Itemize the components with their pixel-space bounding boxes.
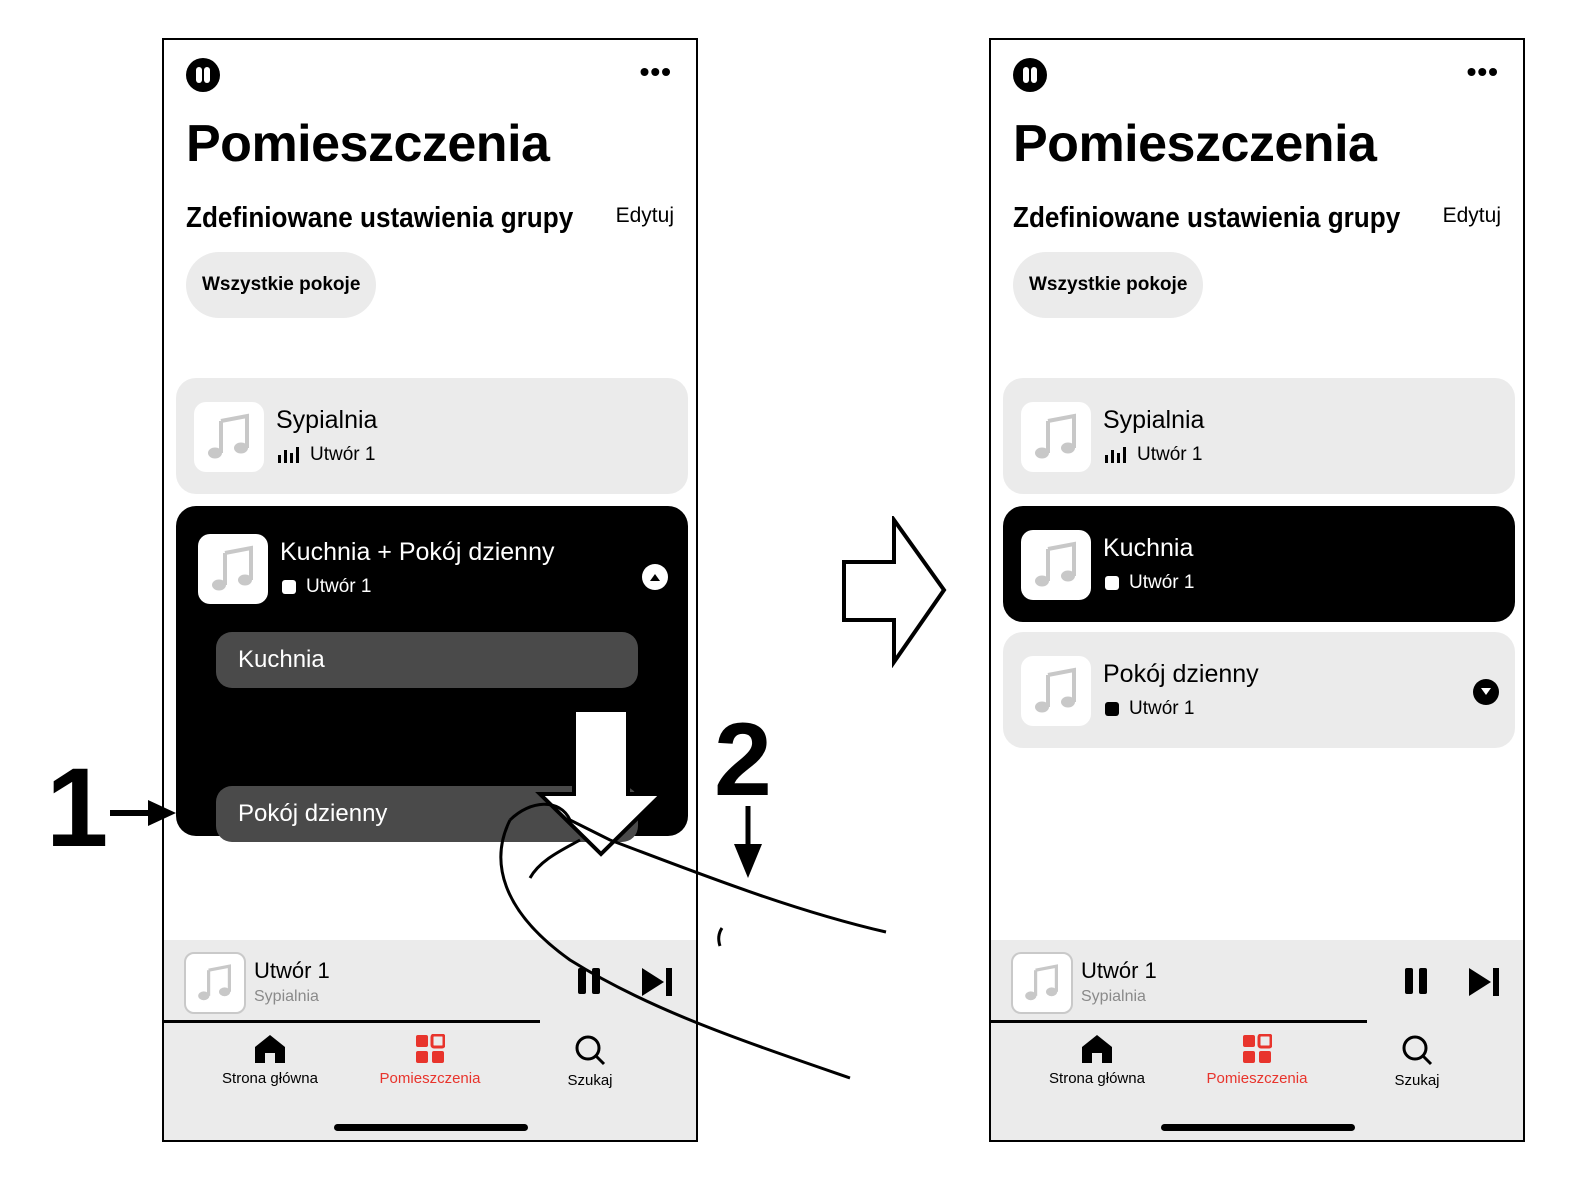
tab-label: Szukaj <box>1394 1072 1440 1089</box>
music-note-icon <box>198 534 268 604</box>
mini-player[interactable] <box>991 940 1523 1024</box>
music-note-icon <box>1011 952 1073 1014</box>
pause-circle-icon[interactable] <box>1013 58 1047 92</box>
skip-next-icon[interactable] <box>1469 966 1503 1003</box>
stop-square-icon <box>1105 576 1119 590</box>
room-track <box>278 444 375 466</box>
track-label: Utwór 1 <box>310 444 376 465</box>
room-card-pokoj-dzienny[interactable] <box>1003 632 1515 748</box>
page-title: Pomieszczenia <box>186 115 550 173</box>
transition-arrow <box>840 516 950 668</box>
music-note-icon <box>1021 656 1091 726</box>
equalizer-icon <box>278 447 300 463</box>
all-rooms-button[interactable]: Wszystkie pokoje <box>186 252 376 318</box>
home-icon <box>1081 1034 1113 1064</box>
music-note-icon <box>1021 530 1091 600</box>
room-card-sypialnia[interactable] <box>1003 378 1515 494</box>
section-title: Zdefiniowane ustawienia grupy <box>1013 202 1401 234</box>
room-track <box>1105 698 1194 720</box>
track-label: Utwór 1 <box>306 576 372 597</box>
all-rooms-button[interactable]: Wszystkie pokoje <box>1013 252 1203 318</box>
edit-button[interactable]: Edytuj <box>1442 204 1501 227</box>
tab-home[interactable] <box>190 1034 350 1087</box>
track-label: Utwór 1 <box>1129 698 1195 719</box>
room-card-kuchnia[interactable] <box>1003 506 1515 622</box>
section-title: Zdefiniowane ustawienia grupy <box>186 202 574 234</box>
home-icon <box>254 1034 286 1064</box>
chevron-down-icon[interactable] <box>1473 679 1499 705</box>
room-track <box>1105 444 1202 466</box>
home-indicator <box>1161 1124 1355 1131</box>
finger-illustration <box>490 800 890 1090</box>
rooms-icon <box>415 1034 445 1064</box>
step-2-arrow <box>730 804 766 880</box>
room-name: Kuchnia + Pokój dzienny <box>280 538 555 566</box>
tab-rooms[interactable] <box>1177 1034 1337 1087</box>
edit-button[interactable]: Edytuj <box>615 204 674 227</box>
group-member-kuchnia[interactable]: Kuchnia <box>216 632 638 688</box>
tab-label: Pomieszczenia <box>379 1070 481 1087</box>
group-member-pokoj-dzienny[interactable]: Pokój dzienny <box>216 786 638 842</box>
pause-circle-icon[interactable] <box>186 58 220 92</box>
room-name: Pokój dzienny <box>1103 660 1259 688</box>
tab-home[interactable] <box>1017 1034 1177 1087</box>
room-name: Sypialnia <box>276 406 378 434</box>
playback-progress <box>991 1020 1367 1023</box>
chevron-up-icon[interactable] <box>642 564 668 590</box>
step-1-arrow <box>108 796 178 830</box>
page-title: Pomieszczenia <box>1013 115 1377 173</box>
search-icon <box>1401 1034 1433 1066</box>
step-1-label: 1 <box>46 745 109 870</box>
music-note-icon <box>184 952 246 1014</box>
tab-label: Strona główna <box>1049 1070 1145 1087</box>
playback-progress <box>164 1020 540 1023</box>
tab-search[interactable] <box>1337 1034 1497 1089</box>
equalizer-icon <box>1105 447 1127 463</box>
room-name: Sypialnia <box>1103 406 1205 434</box>
track-label: Utwór 1 <box>1129 572 1195 593</box>
track-label: Utwór 1 <box>1137 444 1203 465</box>
now-playing-room: Sypialnia <box>1081 988 1146 1005</box>
tab-label: Strona główna <box>222 1070 318 1087</box>
tab-rooms[interactable] <box>350 1034 510 1087</box>
now-playing-room: Sypialnia <box>254 988 319 1005</box>
more-options-icon[interactable]: ••• <box>639 56 672 87</box>
room-track <box>1105 572 1194 594</box>
tab-label: Pomieszczenia <box>1206 1070 1308 1087</box>
stop-square-icon <box>1105 702 1119 716</box>
music-note-icon <box>1021 402 1091 472</box>
home-indicator <box>334 1124 528 1131</box>
rooms-icon <box>1242 1034 1272 1064</box>
stop-square-icon <box>282 580 296 594</box>
now-playing-title: Utwór 1 <box>254 958 330 983</box>
now-playing-title: Utwór 1 <box>1081 958 1157 983</box>
music-note-icon <box>194 402 264 472</box>
phone-screen-after <box>989 38 1525 1142</box>
more-options-icon[interactable]: ••• <box>1466 56 1499 87</box>
tab-label: Szukaj <box>567 1072 613 1089</box>
room-track <box>282 576 371 598</box>
room-name: Kuchnia <box>1103 534 1194 562</box>
step-2-label: 2 <box>714 702 772 818</box>
room-card-sypialnia[interactable] <box>176 378 688 494</box>
